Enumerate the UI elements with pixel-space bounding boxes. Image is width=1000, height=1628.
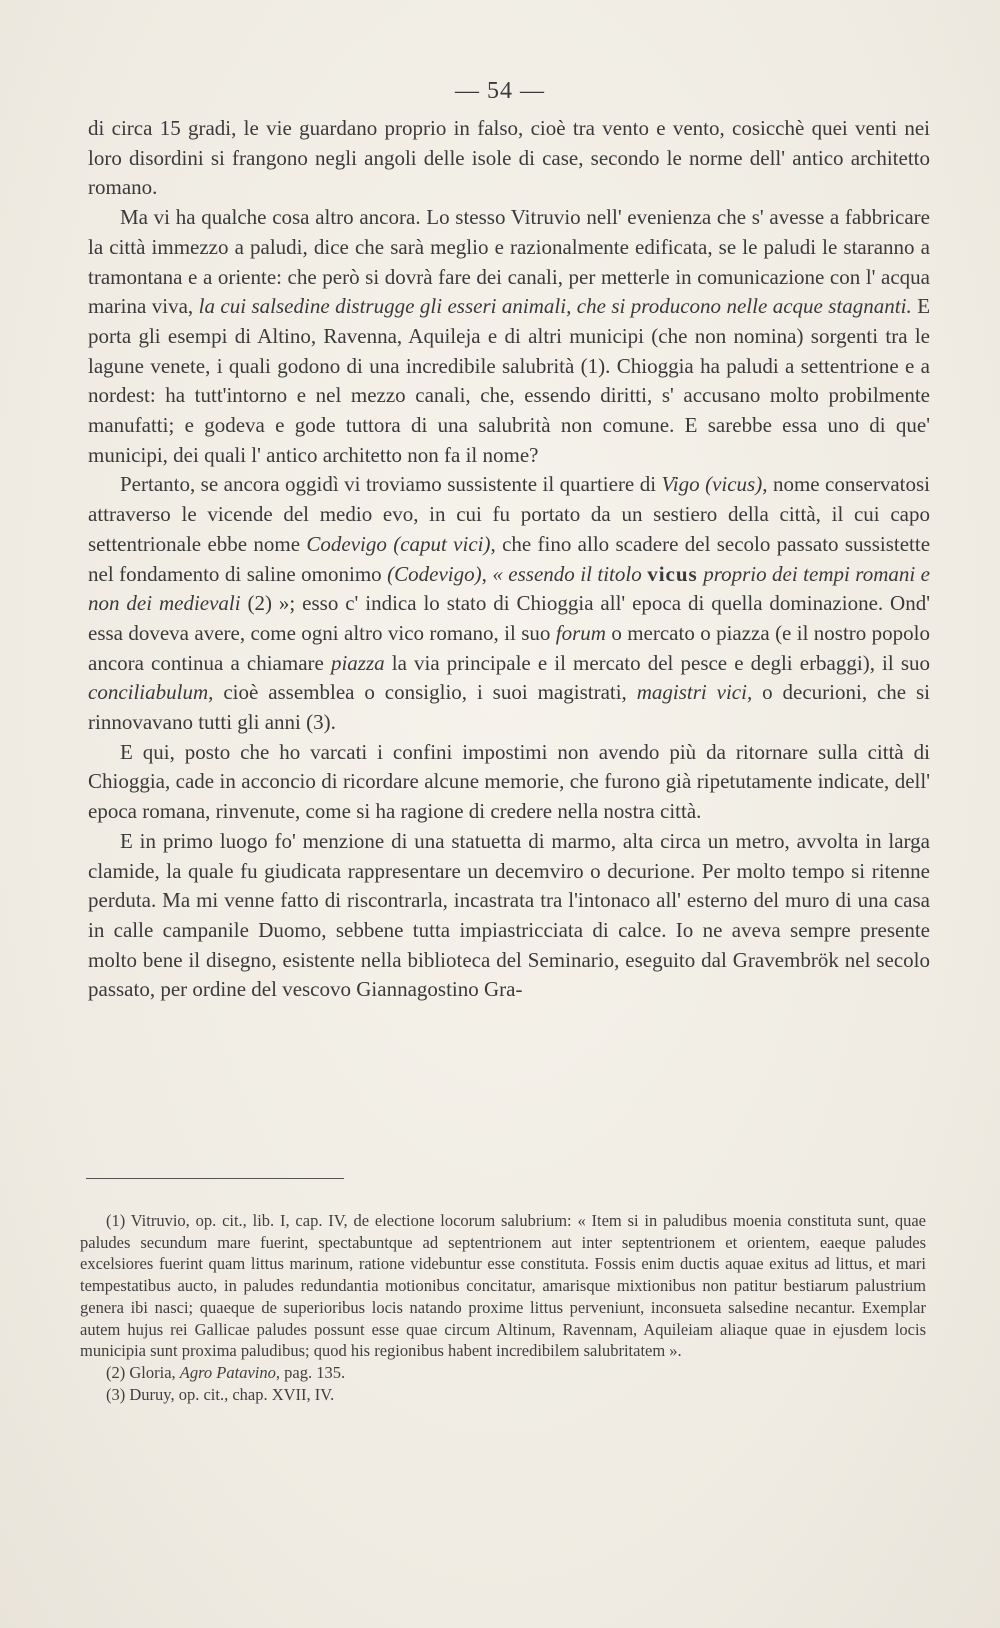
spaced-term: vicus — [647, 561, 698, 586]
italic-term: forum — [555, 620, 606, 645]
text-span: o mercato o piazza (e il nostro popolo ancora continua a chiamare — [88, 620, 931, 675]
italic-term: Codevigo (caput vici), — [306, 531, 496, 556]
footnote-1: (1) Vitruvio, op. cit., lib. I, cap. IV, de electione locorum salubrium: « Item si in paludibus moenia constituta sunt, quae paludes secundum mare fuerint, spectabuntque ad septentrionem aut inter septentrionem et orientem, eaeque paludes excelsiores fuerint quam littus marinum, ratione videbuntur esse constituta. Fossis enim ductis aquae exitus ad littus, et mari tempestatibus aucto, in paludes redundantia motionibus concitatur, amarisque mixtionibus non patitur bestiarum palustrium genera ibi nasci; quaeque de superioribus locis natando proxime littus perveniunt, inconsueta salsedine necantur. Exemplar autem hujus rei Gallicae paludes possunt esse quae circum Altinum, Ravennam, Aquileiam aliaque quae in ejusdem locis municipia sunt proxima paludibus; quod his regionibus habent incredibilem salubritatem ». — [80, 1211, 926, 1361]
page-number: — 54 — — [455, 78, 545, 104]
italic-term: conciliabulum, — [88, 680, 214, 705]
paragraph-3 — [88, 470, 930, 737]
footnote-2 — [80, 1362, 926, 1384]
paragraph-1: di circa 15 gradi, le vie guardano proprio in falso, cioè tra vento e vento, cosicchè quei venti nei loro disordini si frangono negli angoli delle isole di case, secondo le norme dell' antico architetto romano. — [88, 116, 930, 200]
italic-term: magistri vici, — [636, 680, 753, 705]
text-span: nome conservatosi attraverso le vicende del medio evo, in cui fu portato da un sestiero della città, il cui capo settentrionale ebbe nome — [88, 472, 931, 556]
text-span: E porta gli esempi di Altino, Ravenna, Aquileja e di altri municipi (che non nomina) sorgenti tra le lagune venete, i quali godono di una incredibile salubrità (1). Chioggia ha paludi a settentrione e a nordest: ha tutt'intorno e nel mezzo canali, che, essendo diritti, s' accusano molto probilmente manufatti; e godeva e gode tuttora di una salubrità non comune. E sarebbe essa uno di que' municipi, dei quali l' antico architetto non fa il nome? — [88, 294, 931, 467]
text-span: o decurioni, che si rinnovavano tutti gli anni (3). — [88, 680, 931, 735]
text-span: pag. 135. — [284, 1362, 346, 1382]
text-span: cioè assemblea o consiglio, i suoi magistrati, — [223, 680, 627, 705]
italic-quote: proprio dei tempi romani e non dei medievali — [88, 561, 930, 616]
footnote-divider — [86, 1178, 344, 1179]
main-text — [88, 114, 930, 1005]
italic-quote: la cui salsedine distrugge gli esseri animali, che si producono nelle acque stagnanti. — [198, 294, 912, 319]
italic-quote: « essendo il titolo — [492, 561, 642, 586]
text-span: Pertanto, se ancora oggidì vi troviamo sussistente il quartiere di — [120, 472, 657, 497]
paragraph-2 — [88, 203, 930, 470]
italic-title: Agro Patavino, — [179, 1362, 280, 1382]
italic-term: piazza — [330, 650, 385, 675]
footnote-3: (3) Duruy, op. cit., chap. XVII, IV. — [106, 1384, 335, 1404]
paragraph-5: E in primo luogo fo' menzione di una statuetta di marmo, alta circa un metro, avvolta in larga clamide, la quale fu giudicata rappresentare un decemviro o decurione. Per molto tempo si ritenne perduta. Ma mi venne fatto di riscontrarla, incastrata tra l'intonaco all' esterno del muro di una casa in calle campanile Duomo, sebbene tutta impiastricciata di calce. Io ne aveva sempre presente molto bene il disegno, esistente nella biblioteca del Seminario, eseguito dal Gravembrök nel secolo passato, per ordine del vescovo Giannagostino Gra- — [88, 828, 930, 1002]
footnotes — [80, 1210, 926, 1405]
italic-term: (Codevigo), — [387, 561, 487, 586]
text-span: (2) »; esso c' indica lo stato di Chioggia all' epoca di quella dominazione. Ond' essa doveva avere, come ogni altro vico romano, il suo — [88, 591, 931, 645]
text-span: la via principale e il mercato del pesce e degli erbaggi), il suo — [391, 650, 931, 675]
text-span: che fino allo scadere del secolo passato sussistette nel fondamento di saline omonimo — [88, 531, 931, 586]
italic-term: Vigo (vicus), — [661, 472, 768, 497]
paragraph-4: E qui, posto che ho varcati i confini impostimi non avendo più da ritornare sulla città di Chioggia, cade in acconcio di ricordare alcune memorie, che furono già ripetutamente indicate, dell' epoca romana, rinvenute, come si ha ragione di credere nella nostra città. — [88, 739, 930, 824]
text-span: Ma vi ha qualche cosa altro ancora. Lo stesso Vitruvio nell' evenienza che s' avesse a fabbricare la città immezzo a paludi, dice che sarà meglio e razionalmente edificata, se le paludi le staranno a tramontana e a oriente: che però si dovrà fare dei canali, per metterle in comunicazione con l' acqua marina viva, — [88, 205, 930, 319]
text-span: (2) Gloria, — [106, 1362, 176, 1382]
